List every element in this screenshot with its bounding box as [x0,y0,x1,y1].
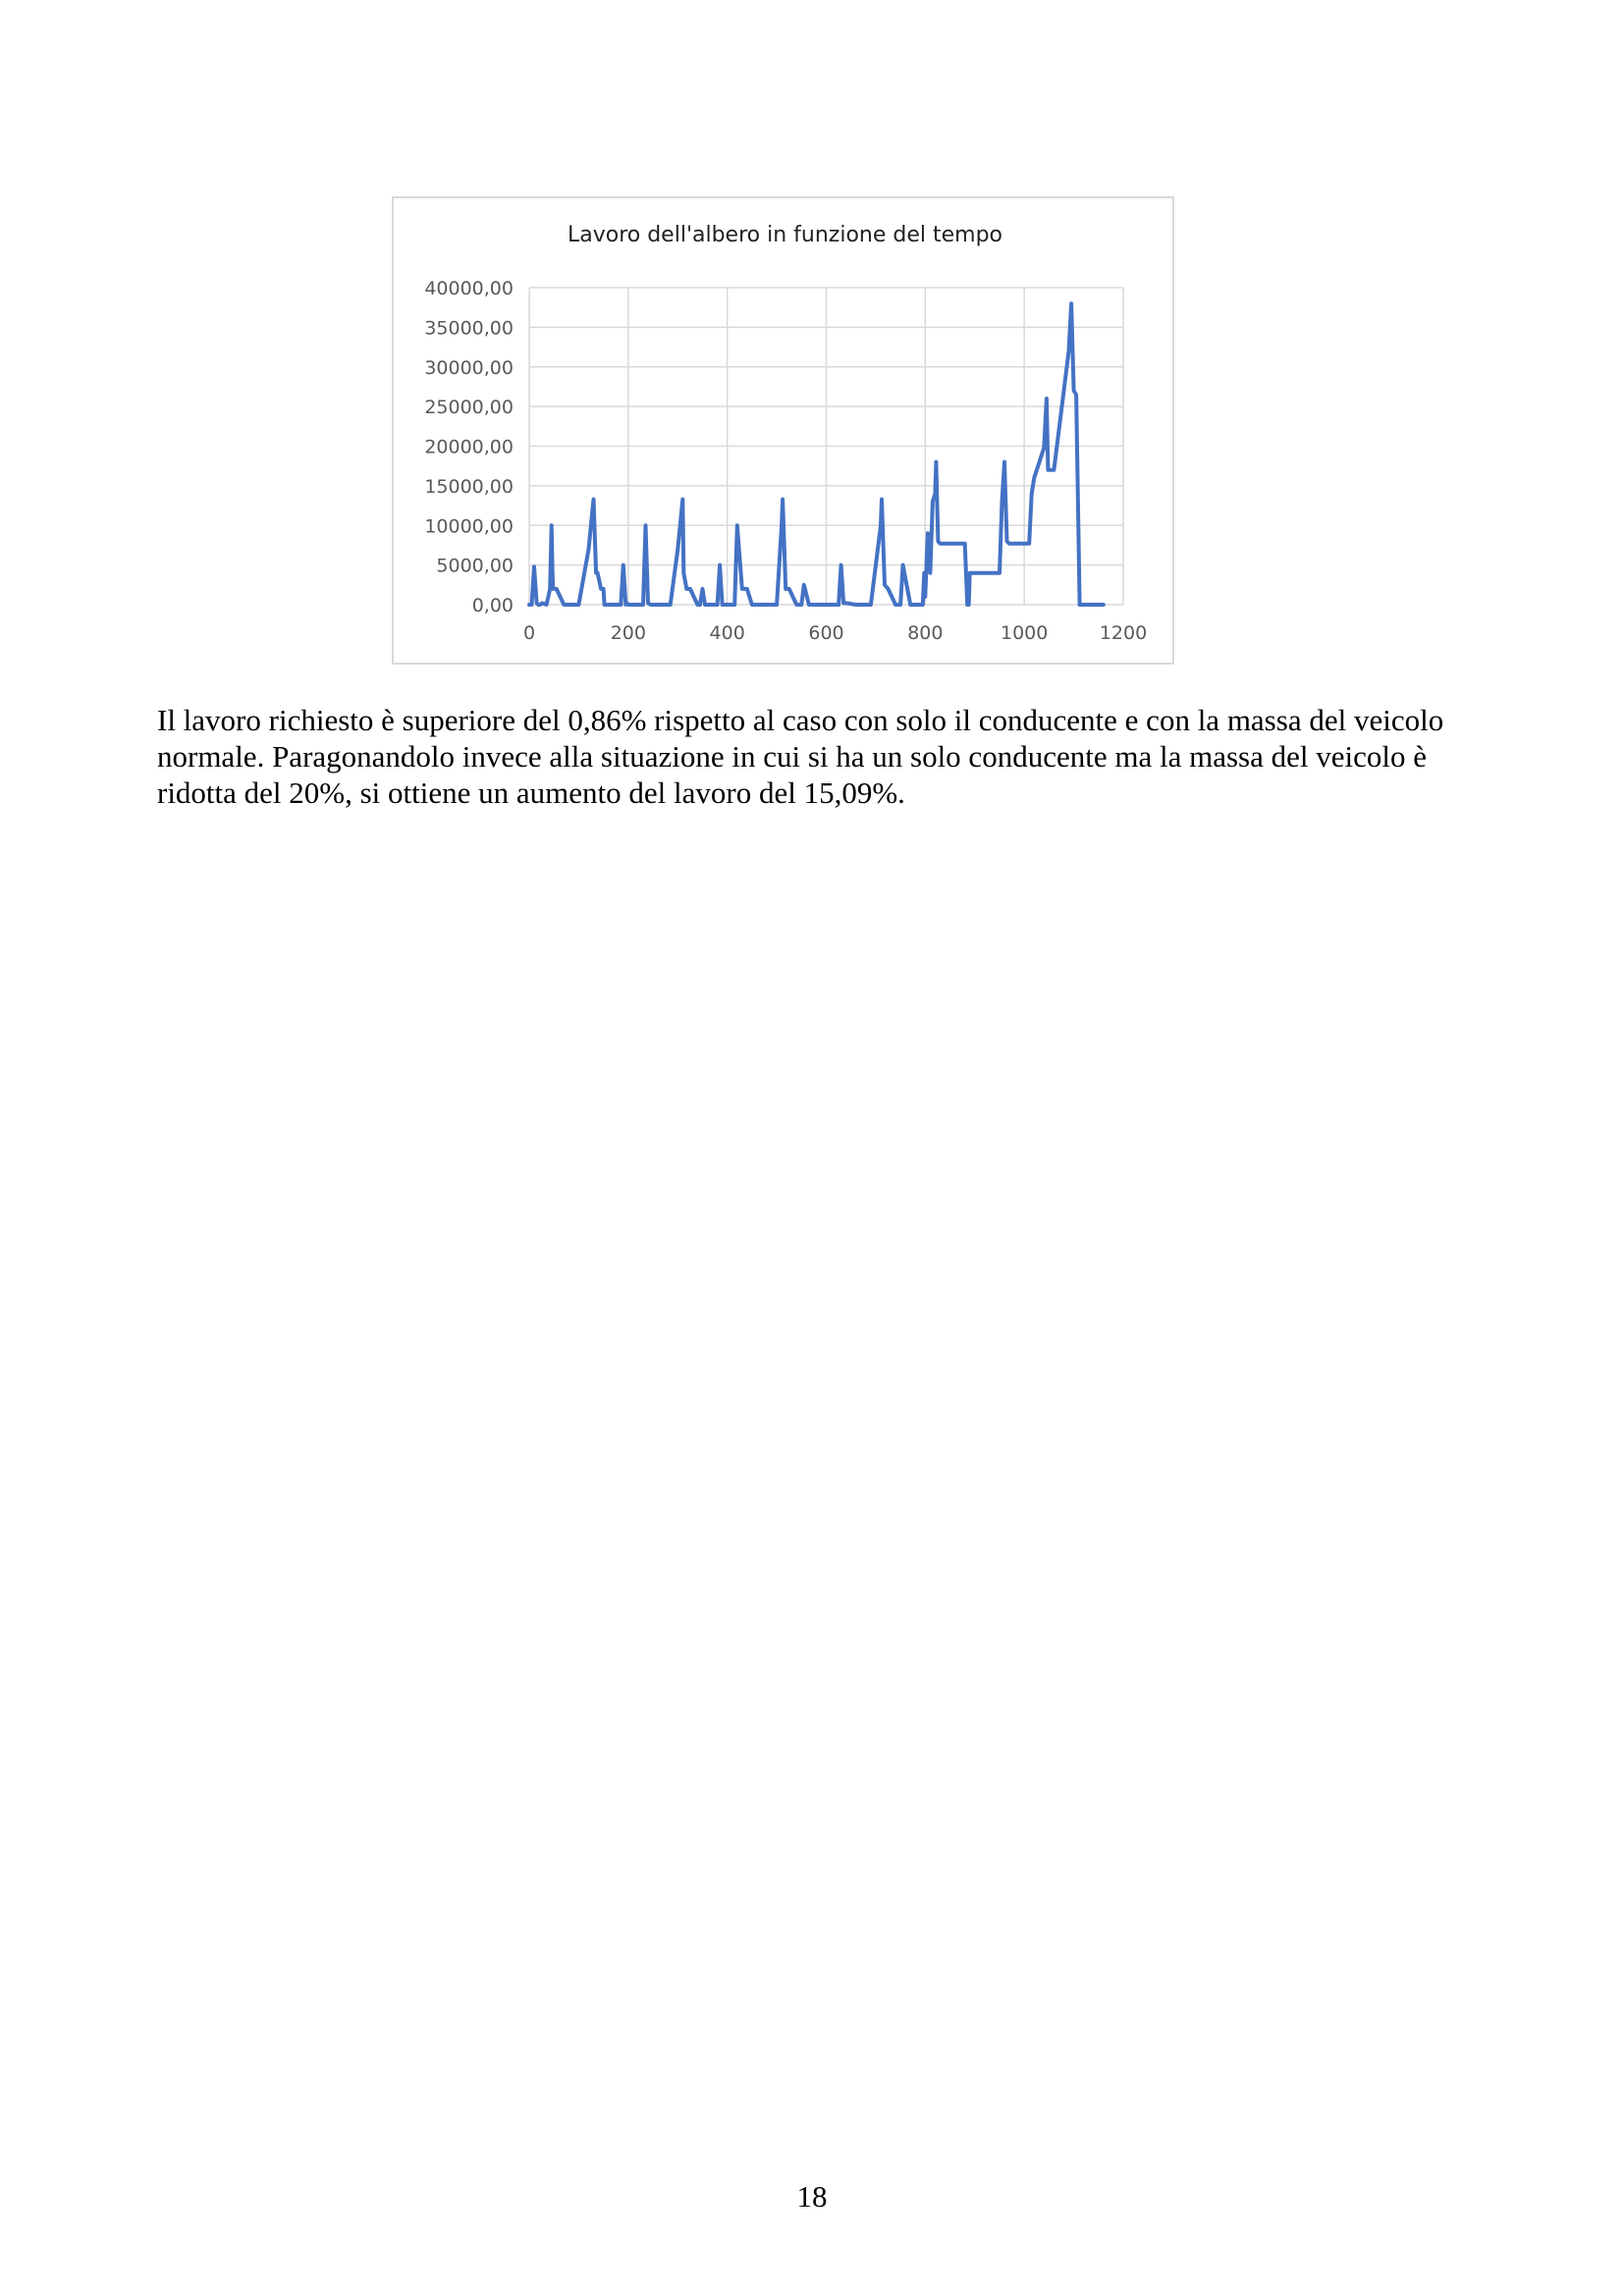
chart-title: Lavoro dell'albero in funzione del tempo [567,223,1002,247]
x-tick-label: 1000 [1000,622,1049,644]
y-tick-label: 20000,00 [424,436,514,458]
body-paragraph: Il lavoro richiesto è superiore del 0,86% rispetto al caso con solo il conducente e con la massa del veicolo normale. Paragonandolo invece alla situazione in cui si ha un solo conducente ma la massa del veicolo è ridotta del 20%, si ottiene un aumento del lavoro del 15,09%. [157,703,1444,810]
line-chart [394,198,1176,667]
y-tick-label: 15000,00 [424,475,514,498]
chart-container [392,196,1174,665]
x-tick-label: 200 [610,622,646,644]
x-tick-label: 400 [709,622,745,644]
x-tick-label: 800 [907,622,944,644]
y-tick-label: 0,00 [471,595,514,616]
x-tick-label: 1200 [1099,622,1148,644]
page-number: 18 [796,2179,828,2214]
y-tick-label: 30000,00 [424,356,514,379]
y-tick-label: 10000,00 [424,515,514,538]
y-tick-label: 25000,00 [424,397,514,419]
y-tick-label: 35000,00 [424,317,514,340]
y-tick-label: 5000,00 [436,555,514,577]
x-tick-label: 600 [808,622,844,644]
x-tick-label: 0 [522,622,536,644]
y-tick-label: 40000,00 [424,278,514,299]
series-line [529,303,1104,605]
